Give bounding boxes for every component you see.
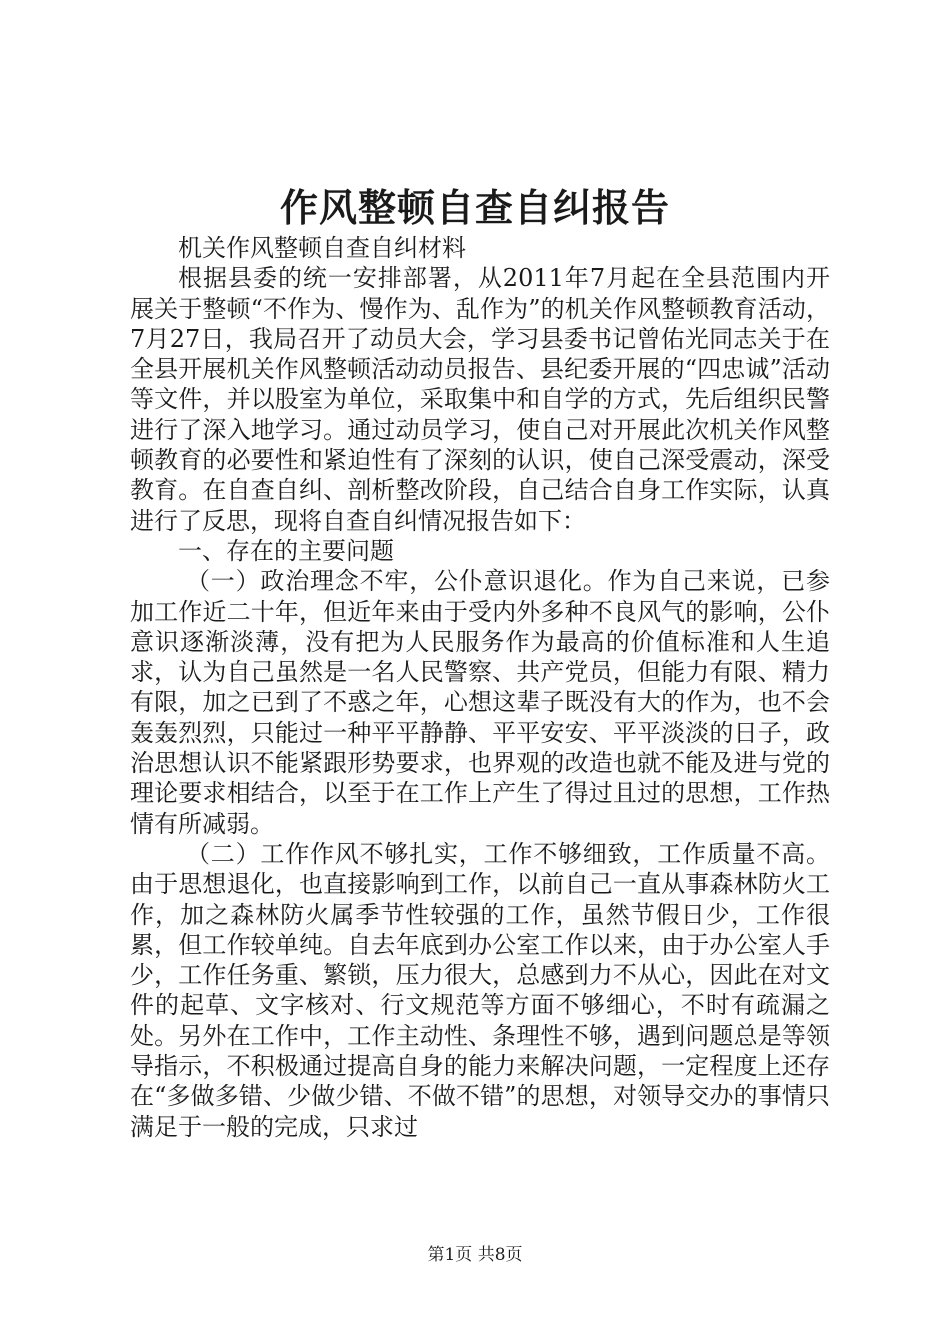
document-body: [130, 233, 830, 1142]
paragraph-intro: 根据县委的统一安排部署，从2011年7月起在全县范围内开展关于整顿“不作为、慢作为、乱作为”的机关作风整顿教育活动，7月27日，我局召开了动员大会，学习县委书记曾佑光同志关于在全县开展机关作风整顿活动动员报告、县纪委开展的“四忠诚”活动等文件，并以股室为单位，采取集中和自学的方式，先后组织民警进行了深入地学习。通过动员学习，使自己对开展此次机关作风整顿教育的必要性和紧迫性有了深刻的认识，使自己深受震动，深受教育。在自查自纠、剖析整改阶段，自己结合自身工作实际，认真进行了反思，现将自查自纠情况报告如下：: [130, 264, 830, 535]
paragraph-problem-1: （一）政治理念不牢，公仆意识退化。作为自己来说，已参加工作近二十年，但近年来由于受内外多种不良风气的影响，公仆意识逐渐淡薄，没有把为人民服务作为最高的价值标准和人生追求，认为自己虽然是一名人民警察、共产党员，但能力有限、精力有限，加之已到了不惑之年，心想这辈子既没有大的作为，也不会轰轰烈烈，只能过一种平平静静、平平安安、平平淡淡的日子，政治思想认识不能紧跟形势要求，也界观的改造也就不能及进与党的理论要求相结合，以至于在工作上产生了得过且过的思想，工作热情有所减弱。: [130, 567, 830, 838]
document-title: 作风整顿自查自纠报告: [279, 185, 670, 230]
paragraph-problem-2: （二）工作作风不够扎实，工作不够细致，工作质量不高。由于思想退化，也直接影响到工作，以前自己一直从事森林防火工作，加之森林防火属季节性较强的工作，虽然节假日少，工作很累，但工作较单纯。自去年底到办公室工作以来，由于办公室人手少，工作任务重、繁锁，压力很大，总感到力不从心，因此在对文件的起草、文字核对、行文规范等方面不够细心，不时有疏漏之处。另外在工作中，工作主动性、条理性不够，遇到问题总是等领导指示，不积极通过提高自身的能力来解决问题，一定程度上还存在“多做多错、少做少错、不做不错”的思想，对领导交办的事情只满足于一般的完成，只求过: [130, 839, 830, 1141]
page-number-footer: 第1页 共8页: [427, 1245, 523, 1265]
section-heading-problems: 一、存在的主要问题: [178, 536, 394, 565]
paragraph-subtitle: 机关作风整顿自查自纠材料: [178, 234, 466, 262]
